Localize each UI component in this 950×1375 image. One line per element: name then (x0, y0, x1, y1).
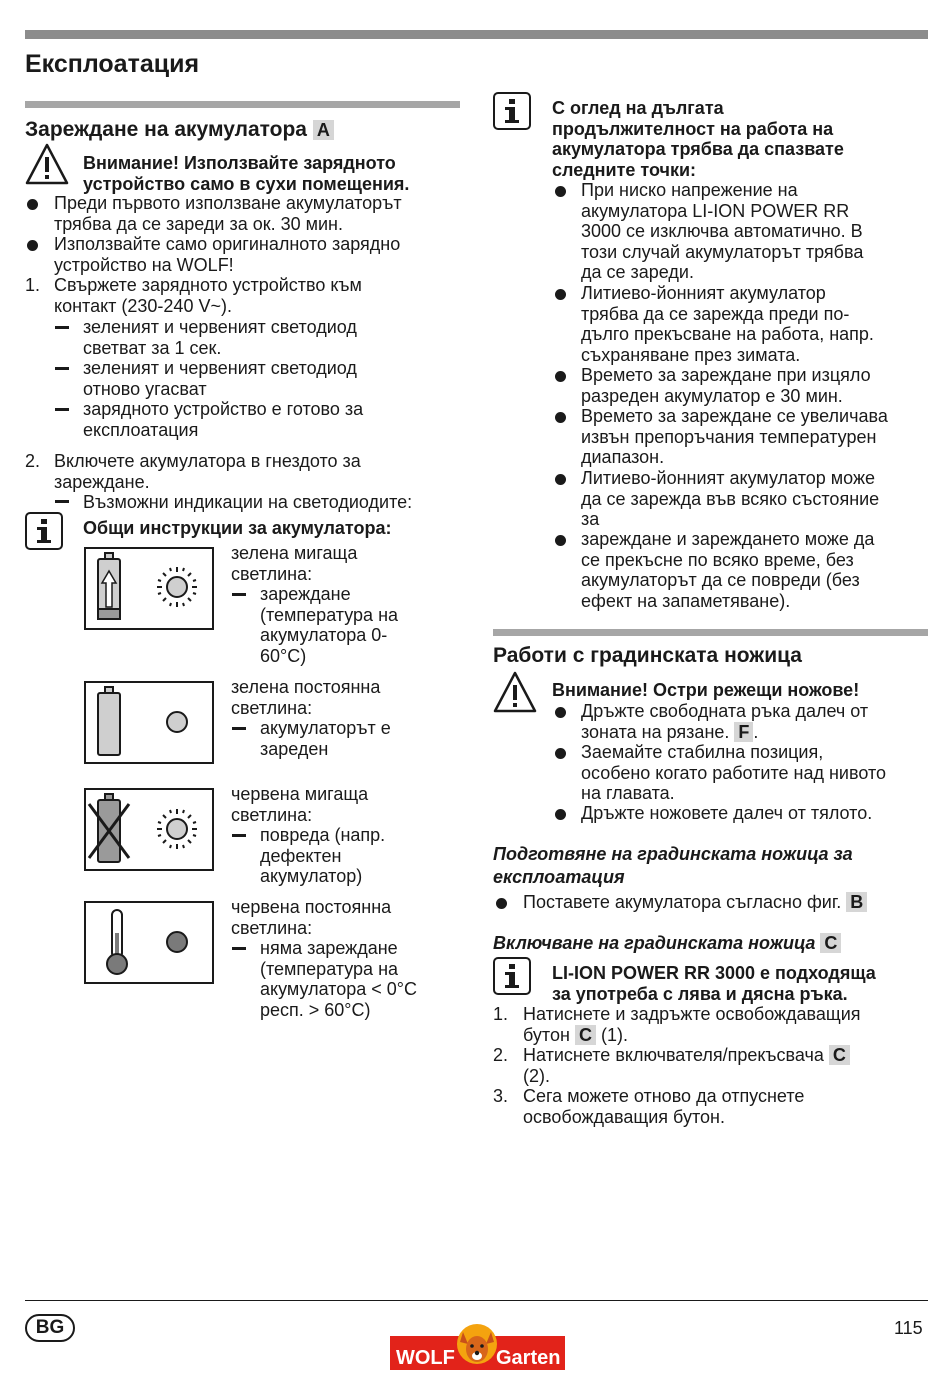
text-line: Сега можете отново да отпуснете (523, 1086, 805, 1106)
text-line: червена мигаща (231, 784, 369, 804)
section-rule (493, 629, 928, 636)
text-line: диапазон. (581, 447, 665, 467)
text-line: Заемайте стабилна позиция, (581, 742, 824, 762)
list-item (581, 529, 874, 611)
text-line: зареден (260, 738, 329, 759)
dash-marker (55, 408, 69, 411)
text-line: акумулатор) (260, 866, 363, 886)
text-line: акумулатора трябва да спазвате (552, 139, 844, 159)
text-line: повреда (напр. (260, 825, 386, 845)
step-text (523, 1004, 861, 1045)
indicator-description (231, 543, 357, 584)
list-item (54, 193, 402, 234)
text-line: респ. > 60°C) (260, 999, 371, 1020)
indicator-description (231, 784, 368, 825)
step-text (523, 1086, 804, 1127)
figure-badge: F (734, 722, 753, 742)
bullet-dot (555, 809, 566, 820)
list-item (260, 938, 417, 1020)
text-line: Литиево-йонният акумулатор може (581, 468, 876, 488)
step-text (523, 1045, 850, 1086)
info-icon (493, 92, 531, 130)
figure-badge: A (313, 120, 334, 140)
text-line: този случай акумулаторът трябва (581, 241, 864, 262)
text-line: ефект на запаметяване). (581, 590, 791, 611)
text-segment: зоната на рязане. (581, 721, 730, 742)
text-line (523, 1025, 861, 1046)
list-item (83, 358, 357, 399)
page-title: Експлоатация (25, 50, 200, 78)
text-line: няма зареждане (260, 938, 398, 958)
section-title-working: Работи с градинската ножица (493, 644, 802, 667)
text-line: Включете акумулатора в гнездото за (54, 451, 361, 471)
bullet-dot (555, 371, 566, 382)
section-rule (25, 101, 460, 108)
text-line: разреден акумулатор е 30 мин. (581, 385, 843, 406)
text-segment: (1). (600, 1024, 628, 1045)
list-item (581, 406, 888, 468)
dash-marker (232, 593, 246, 596)
text-line: продължителност на работа на (552, 118, 834, 139)
text-line: Използвайте само оригиналното зарядно (54, 234, 401, 254)
dash-marker (232, 947, 246, 950)
step-number: 2. (25, 451, 41, 471)
wolf-garten-logo (390, 1322, 565, 1370)
text-line: експлоатация (83, 419, 199, 440)
warning-icon (493, 671, 537, 713)
text-line: (температура на (260, 604, 399, 625)
text-line: 3000 се изключва автоматично. В (581, 221, 863, 241)
text-line: устройство само в сухи помещения. (83, 173, 410, 194)
info-icon (25, 512, 63, 550)
footer-rule (25, 1300, 928, 1301)
figure-badge: C (575, 1025, 596, 1045)
text-line: зарядното устройство е готово за (83, 399, 364, 419)
text-line: особено когато работите над нивото (581, 762, 886, 783)
text-line: Натиснете и задръжте освобождаващия (523, 1004, 861, 1024)
text-line: зелена постоянна (231, 677, 381, 697)
text-segment: Натиснете включвателя/прекъсвача (523, 1045, 824, 1065)
text-line: LI-ION POWER RR 3000 е подходяща (552, 963, 876, 983)
text-line: контакт (230-240 V~). (54, 295, 232, 316)
page-number: 115 (894, 1318, 923, 1338)
text-line: зеленият и червеният светодиод (83, 317, 357, 337)
thermometer-icon (86, 903, 211, 981)
text-segment: Поставете акумулатора съгласно фиг. (523, 892, 842, 912)
wolf-head-icon (457, 1324, 497, 1364)
text-line: (2). (523, 1065, 550, 1086)
figure-badge: C (829, 1045, 850, 1065)
text-line: следните точки: (552, 159, 697, 180)
text-line: да се зареди. (581, 262, 694, 282)
step-text (54, 451, 361, 492)
text-segment: бутон (523, 1024, 570, 1045)
text-line: за употреба с лява и дясна ръка. (552, 983, 848, 1004)
list-item (581, 701, 868, 742)
text-line: светлина: (231, 563, 313, 584)
warning-text: Внимание! Остри режещи ножове! (552, 680, 860, 700)
list-item (54, 234, 400, 275)
list-item (581, 283, 874, 365)
list-item: Дръжте ножовете далеч от тялото. (581, 803, 873, 823)
indicator-description (231, 897, 391, 938)
text-line: Времето за зареждане при изцяло (581, 365, 871, 385)
list-item (260, 718, 391, 759)
warning-text (83, 153, 409, 194)
text-line: 60°C) (260, 645, 307, 666)
list-item (581, 180, 863, 283)
text-line: освобождаващия бутон. (523, 1106, 725, 1127)
text-line: Дръжте свободната ръка далеч от (581, 701, 869, 721)
bullet-dot (555, 707, 566, 718)
bullet-dot (555, 474, 566, 485)
text-line: съхраняване през зимата. (581, 344, 801, 365)
text-segment: . (753, 721, 759, 742)
text-line: Подготвяне на градинската ножица за (493, 844, 853, 864)
list-item (581, 742, 886, 804)
dash-marker (232, 727, 246, 730)
step-number: 1. (493, 1004, 509, 1024)
text-line: зареждане. (54, 471, 150, 492)
bullet-dot (555, 535, 566, 546)
list-item: Възможни индикации на светодиодите: (83, 492, 413, 512)
text-line: светват за 1 сек. (83, 337, 222, 358)
text-line: (температура на (260, 958, 399, 979)
bullet-dot (555, 412, 566, 423)
logo-left-text: WOLF (396, 1347, 455, 1369)
battery-defect-icon (86, 790, 211, 868)
step-number: 1. (25, 275, 41, 295)
bullet-dot (555, 186, 566, 197)
bullet-dot (555, 289, 566, 300)
text-line: за (581, 509, 600, 529)
section-title-text: Зареждане на акумулатора (25, 118, 307, 141)
text-line: дълго прекъсване на работа, напр. (581, 324, 874, 344)
info-text (552, 963, 876, 1004)
text-line: Литиево-йонният акумулатор (581, 283, 826, 303)
text-line: Свържете зарядното устройство към (54, 275, 362, 295)
text-line (523, 1045, 850, 1066)
info-title: Общи инструкции за акумулатора: (83, 518, 392, 538)
list-item (581, 365, 871, 406)
text-line (581, 722, 868, 743)
dash-marker (55, 367, 69, 370)
led-indicator-box (84, 547, 214, 630)
text-line: Преди първото използване акумулаторът (54, 193, 402, 213)
text-line: отново угасват (83, 378, 207, 399)
text-line: светлина: (231, 697, 313, 718)
text-line: светлина: (231, 804, 313, 825)
warning-icon (25, 143, 69, 185)
step-text (54, 275, 362, 316)
text-line: акумулаторът да се повреди (без (581, 570, 860, 590)
step-number: 3. (493, 1086, 509, 1106)
text-line: С оглед на дългата (552, 98, 724, 118)
dash-marker (55, 326, 69, 329)
text-line: акумулатора 0- (260, 625, 388, 645)
bullet-dot (496, 898, 507, 909)
text-line: извън препоръчания температурен (581, 426, 877, 447)
text-line: Внимание! Използвайте зарядното (83, 153, 396, 173)
list-item (83, 399, 363, 440)
text-line: устройство на WOLF! (54, 254, 234, 275)
bullet-dot (27, 240, 38, 251)
text-line: на главата. (581, 783, 675, 803)
list-item (523, 892, 867, 913)
text-line: трябва да се зареди за ок. 30 мин. (54, 213, 344, 234)
info-icon (493, 957, 531, 995)
text-line: зареждане (260, 584, 351, 604)
text-line: се прекъсне по всяко време, без (581, 549, 854, 570)
text-line: да се зарежда във всяко състояние (581, 488, 880, 509)
figure-badge: C (820, 933, 841, 953)
led-indicator-box (84, 901, 214, 984)
top-rule (25, 30, 928, 39)
text-line: зеленият и червеният светодиод (83, 358, 357, 378)
text-line: акумулатора LI-ION POWER RR (581, 200, 850, 221)
section-title-charging (25, 117, 334, 143)
text-line: зелена мигаща (231, 543, 358, 563)
bullet-dot (27, 199, 38, 210)
indicator-description (231, 677, 380, 718)
dash-marker (55, 500, 69, 503)
led-indicator-box (84, 788, 214, 871)
figure-badge: B (846, 892, 867, 912)
list-item (581, 468, 879, 530)
text-line: акумулатора < 0°C (260, 979, 417, 999)
dash-marker (232, 834, 246, 837)
text-line: трябва да се зарежда преди по- (581, 303, 850, 324)
text-segment: Включване на градинската ножица (493, 933, 816, 953)
list-item (260, 584, 398, 666)
text-line: Времето за зареждане се увеличава (581, 406, 888, 426)
battery-charging-icon (86, 549, 211, 627)
info-title (552, 98, 844, 180)
language-badge: BG (25, 1314, 75, 1342)
led-indicator-box (84, 681, 214, 764)
text-line: червена постоянна (231, 897, 392, 917)
text-line: При ниско напрежение на (581, 180, 798, 200)
bullet-dot (555, 748, 566, 759)
logo-right-text: Garten (496, 1347, 561, 1369)
subsection-title-prepare (493, 843, 853, 889)
step-number: 2. (493, 1045, 509, 1065)
text-line: светлина: (231, 917, 313, 938)
text-line: дефектен (260, 845, 342, 866)
list-item (260, 825, 385, 887)
battery-full-icon (86, 683, 211, 761)
subsection-title-switching (493, 932, 841, 955)
list-item (83, 317, 357, 358)
text-line: зареждане и зареждането може да (581, 529, 875, 549)
text-line: акумулаторът е (260, 718, 391, 738)
text-line: експлоатация (493, 867, 625, 887)
